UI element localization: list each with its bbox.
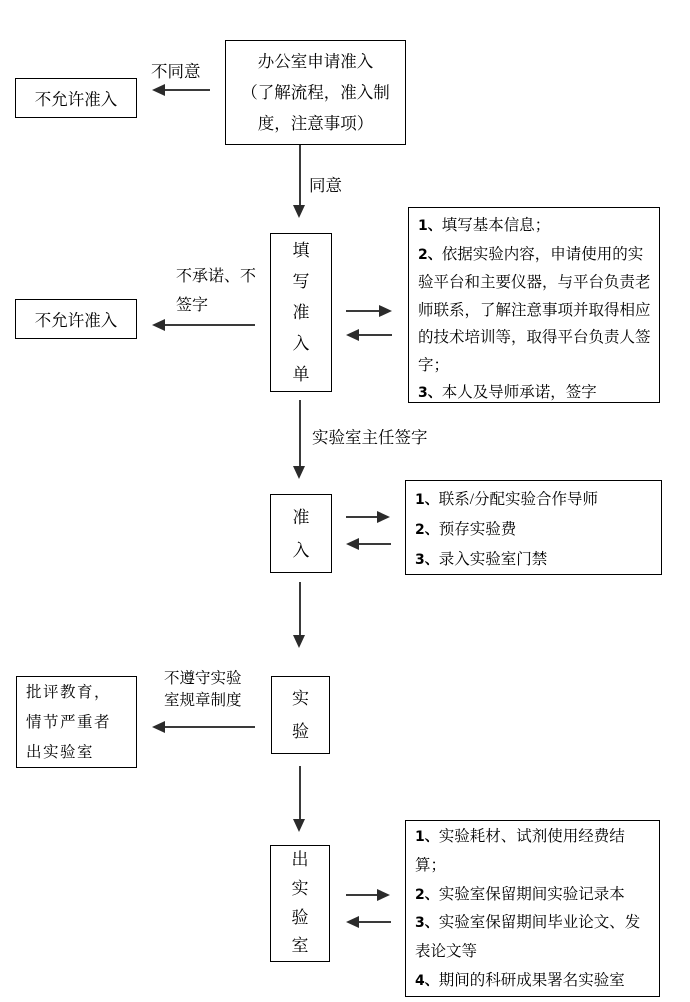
node-admit-label: 准入 xyxy=(292,507,310,560)
info-exit-item-1-num: 1、 xyxy=(415,829,439,845)
info-exit-item-3-text: 实验室保留期间毕业论文、发表论文等 xyxy=(415,914,641,961)
info-admit-item-3-num: 3、 xyxy=(415,552,439,568)
edge-label-violate: 不遵守实验室规章制度 xyxy=(164,670,242,709)
punish-line-2: 情节严重者 xyxy=(26,714,112,731)
node-punish xyxy=(16,676,137,768)
info-admit-item-2 xyxy=(415,515,653,545)
node-exit-lab-label: 出实验室 xyxy=(291,849,309,956)
arrow-line xyxy=(299,145,301,207)
info-fill-item-2 xyxy=(418,241,651,380)
node-reject-top xyxy=(15,78,137,118)
arrow-head-left-icon xyxy=(152,84,165,96)
office-line-3: 度，注意事项） xyxy=(257,114,374,133)
office-line-2: （了解流程，准入制 xyxy=(241,83,390,102)
arrow-head-right-icon xyxy=(377,889,390,901)
arrow-head-left-icon xyxy=(346,329,359,341)
node-info-fill-requirements xyxy=(408,207,660,403)
info-exit-item-2 xyxy=(415,881,651,910)
node-experiment-label: 实验 xyxy=(291,689,309,741)
edge-label-disagree: 不同意 xyxy=(151,62,201,81)
arrow-line xyxy=(299,766,301,820)
info-admit-item-2-text: 预存实验费 xyxy=(438,521,517,538)
node-reject-mid-label: 不允许准入 xyxy=(34,311,118,330)
arrow-head-left-icon xyxy=(152,721,165,733)
node-experiment xyxy=(271,676,330,754)
arrow-line xyxy=(359,921,391,923)
arrow-line xyxy=(346,516,378,518)
arrow-line xyxy=(299,400,301,467)
node-office-apply xyxy=(225,40,406,145)
arrow-head-down-icon xyxy=(293,819,305,832)
edge-label-agree: 同意 xyxy=(309,176,342,195)
info-exit-item-4-num: 4、 xyxy=(415,972,439,989)
node-info-exit-requirements xyxy=(405,820,660,997)
info-exit-item-2-text: 实验室保留期间实验记录本 xyxy=(438,885,625,903)
arrow-line xyxy=(165,89,210,91)
info-admit-item-3 xyxy=(415,545,653,575)
info-fill-item-1 xyxy=(418,212,651,241)
arrow-line xyxy=(164,726,255,728)
info-admit-item-1-num: 1、 xyxy=(415,492,439,508)
info-fill-item-2-text: 依据实验内容，申请使用的实验平台和主要仪器，与平台负责老师联系，了解注意事项并取得相应的技术培训等，取得平台负责人签字； xyxy=(418,245,651,374)
info-admit-item-1-text: 联系/分配实验合作导师 xyxy=(438,491,599,508)
arrow-head-right-icon xyxy=(379,305,392,317)
info-fill-item-3 xyxy=(418,379,651,408)
punish-line-1: 批评教育， xyxy=(26,684,112,701)
node-fill-form-label: 填写准入单 xyxy=(292,241,310,384)
arrow-head-down-icon xyxy=(293,466,305,479)
arrow-head-down-icon xyxy=(293,635,305,648)
node-exit-lab xyxy=(270,845,330,962)
arrow-line xyxy=(164,324,255,326)
node-fill-form xyxy=(270,233,332,392)
arrow-line xyxy=(359,334,392,336)
info-fill-item-1-num: 1、 xyxy=(418,218,442,234)
edge-label-no-promise: 不承诺、不签字 xyxy=(176,268,257,314)
info-exit-item-2-num: 2、 xyxy=(415,886,439,903)
info-admit-item-2-num: 2、 xyxy=(415,522,439,538)
info-exit-item-1-text: 实验耗材、试剂使用经费结算； xyxy=(415,828,625,874)
edge-label-director-sign: 实验室主任签字 xyxy=(312,428,428,447)
info-fill-item-1-text: 填写基本信息； xyxy=(441,217,551,234)
arrow-line xyxy=(299,582,301,636)
info-exit-item-3 xyxy=(415,909,651,967)
arrow-head-down-icon xyxy=(293,205,305,218)
info-exit-item-4-text: 期间的科研成果署名实验室 xyxy=(438,971,625,989)
info-admit-item-1 xyxy=(415,485,653,515)
info-exit-item-3-num: 3、 xyxy=(415,915,439,932)
arrow-line xyxy=(346,310,380,312)
arrow-line xyxy=(346,894,378,896)
punish-line-3: 出实验室 xyxy=(26,744,95,761)
arrow-head-right-icon xyxy=(377,511,390,523)
info-admit-item-3-text: 录入实验室门禁 xyxy=(438,551,548,568)
info-exit-item-1 xyxy=(415,823,651,881)
arrow-line xyxy=(359,543,391,545)
info-fill-item-3-text: 本人及导师承诺，签字 xyxy=(441,384,597,401)
node-reject-mid xyxy=(15,299,137,339)
node-office-apply-text xyxy=(241,46,390,139)
info-fill-item-2-num: 2、 xyxy=(418,246,442,263)
node-info-admit-steps xyxy=(405,480,662,575)
arrow-head-left-icon xyxy=(346,538,359,550)
info-exit-item-4 xyxy=(415,967,651,996)
arrow-head-left-icon xyxy=(346,916,359,928)
arrow-head-left-icon xyxy=(152,319,165,331)
node-reject-top-label: 不允许准入 xyxy=(34,90,118,109)
office-line-1: 办公室申请准入 xyxy=(257,52,374,71)
node-admit xyxy=(270,494,332,573)
info-fill-item-3-num: 3、 xyxy=(418,385,442,401)
